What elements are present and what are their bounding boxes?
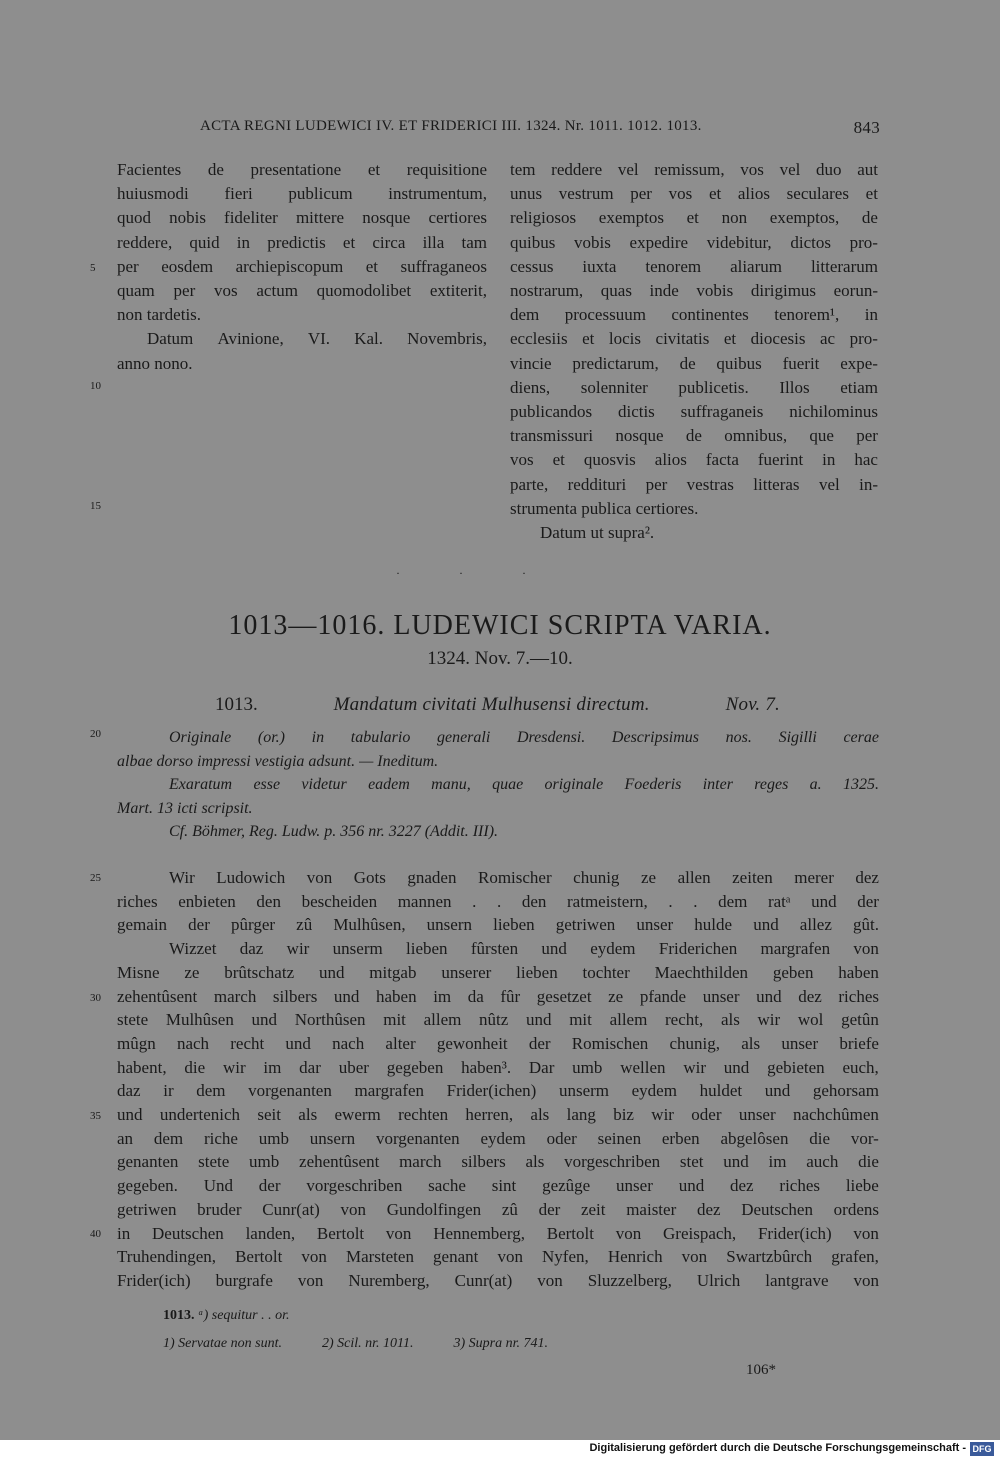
body-line: mûgn nach recht und nach alter gewonheit der Romischen chunig, als unser briefe bbox=[117, 1033, 879, 1053]
text-line: strumenta publica certiores. bbox=[510, 498, 699, 518]
body-line: zehentûsent march silbers und haben im da fûr gesetzet ze pfande unser und dez riches bbox=[117, 986, 879, 1006]
body-line: und undertenich seit als ewerm rechten herren, als lang biz wir oder unser nachchûmen bbox=[117, 1105, 879, 1125]
text-line: quam per vos actum quomodolibet extiterit, bbox=[117, 281, 487, 301]
body-line: Wir Ludowich von Gots gnaden Romischer chunig ze allen zeiten merer dez bbox=[169, 868, 879, 887]
text-line: anno nono. bbox=[117, 353, 193, 373]
note-line: Exaratum esse videtur eadem manu, quae originale Foederis inter reges a. 1325. bbox=[169, 776, 879, 793]
line-number: 30 bbox=[90, 992, 101, 1004]
text-line: quibus vobis expedire videbitur, dictos pro- bbox=[510, 232, 878, 252]
footnote: 2) Scil. nr. 1011. bbox=[321, 1336, 414, 1351]
line-number: 40 bbox=[90, 1228, 101, 1240]
document-title: Mandatum civitati Mulhusensi directum. bbox=[333, 694, 650, 715]
note-line: albae dorso impressi vestigia adsunt. — Ineditum. bbox=[117, 752, 439, 770]
note-line: Mart. 13 icti scripsit. bbox=[117, 799, 253, 817]
body-line: genanten stete umb zehentûsent march silbers als vorgeschriben stet und im auch die bbox=[117, 1152, 879, 1172]
footnotes bbox=[163, 1336, 548, 1352]
body-line: daz ir dem vorgenanten margrafen Frider(ichen) unserm eydem huldet und gehorsam bbox=[117, 1081, 879, 1101]
signature-mark: 106* bbox=[746, 1362, 776, 1378]
text-line: cessus iuxta tenorem aliarum litterarum bbox=[510, 256, 878, 276]
note-line: Originale (or.) in tabulario generali Dresdensi. Descripsimus nos. Sigilli cerae bbox=[169, 729, 879, 746]
body-line: habent, die wir im dar uber gegeben haben³. Dar umb wellen wir und gebieten euch, bbox=[117, 1057, 879, 1077]
text-line: publicandos dictis suffraganeis nichilominus bbox=[510, 402, 878, 422]
text-line: huiusmodi fieri publicum instrumentum, bbox=[117, 184, 487, 204]
running-title: ACTA REGNI LUDEWICI IV. ET FRIDERICI III. 1324. Nr. 1011. 1012. 1013. bbox=[200, 118, 702, 134]
document-number: 1013. bbox=[215, 694, 258, 715]
critical-apparatus bbox=[163, 1308, 290, 1324]
document-date: Nov. 7. bbox=[725, 694, 780, 715]
body-line: Misne ze brûtschatz und mitgab unserer lieben tochter Maechthilden geben haben bbox=[117, 962, 879, 982]
text-line: reddere, quid in predictis et circa illa tam bbox=[117, 232, 487, 252]
text-line: non tardetis. bbox=[117, 305, 202, 325]
apparatus-label: 1013. bbox=[163, 1308, 195, 1323]
line-number: 10 bbox=[90, 380, 101, 392]
line-number: 5 bbox=[90, 262, 96, 274]
text-line: quod nobis fideliter mittere nosque certiores bbox=[117, 208, 487, 228]
right-column bbox=[510, 158, 878, 545]
line-number: 25 bbox=[90, 872, 101, 884]
document-body bbox=[117, 866, 879, 1293]
text-line: per eosdem archiepiscopum et suffraganeos bbox=[117, 256, 487, 276]
body-line: gegeben. Und der vorgeschriben sache sint gezûge unser und dez riches liebe bbox=[117, 1176, 879, 1196]
text-line: Facientes de presentatione et requisitione bbox=[117, 160, 487, 179]
text-line: vos et quosvis alios facta fuerint in hac bbox=[510, 450, 878, 470]
text-line: Datum Avinione, VI. Kal. Novembris, bbox=[147, 329, 487, 349]
text-line: transmissuri nosque de omnibus, que per bbox=[510, 426, 878, 446]
text-line: tem reddere vel remissum, vos vel duo aut bbox=[510, 160, 878, 179]
note-line: Cf. Böhmer, Reg. Ludw. p. 356 nr. 3227 (Addit. III). bbox=[169, 823, 499, 840]
page-number: 843 bbox=[853, 118, 880, 137]
footnote: 1) Servatae non sunt. bbox=[163, 1336, 282, 1351]
editorial-notes bbox=[117, 726, 879, 844]
text-line: nostrarum, quas inde vobis dirigimus eorun- bbox=[510, 281, 878, 301]
text-line: religiosos exemptos et non exemptos, de bbox=[510, 208, 878, 228]
text-line: vincie predictarum, de quibus fuerit expe- bbox=[510, 353, 878, 373]
text-line: ecclesiis et locis civitatis et diocesis ac pro- bbox=[510, 329, 878, 349]
text-line: Datum ut supra². bbox=[540, 523, 655, 543]
body-line: stete Mulhûsen und Northûsen mit allem nûtz und mit allem recht, als wir wol getûn bbox=[117, 1010, 879, 1030]
line-number: 35 bbox=[90, 1110, 101, 1122]
dfg-logo: DFG bbox=[970, 1442, 994, 1456]
body-line: Truhendingen, Bertolt von Marsteten genant von Nyfen, Henrich von Swartzbûrch grafen, bbox=[117, 1247, 879, 1267]
section-title: 1013—1016. LUDEWICI SCRIPTA VARIA. bbox=[228, 610, 772, 641]
footer-bar bbox=[0, 1440, 1000, 1459]
line-number: 20 bbox=[90, 728, 101, 740]
text-line: diens, solenniter publicetis. Illos etiam bbox=[510, 377, 878, 397]
section-divider: · · · bbox=[396, 566, 554, 580]
body-line: gemain der pûrger zû Mulhûsen, unsern lieben getriwen unser hulde und allez gût. bbox=[117, 915, 879, 935]
body-line: getriwen bruder Cunr(at) von Gundolfingen zû der zeit maister dez Deutschen ordens bbox=[117, 1199, 879, 1219]
body-line: riches enbieten den bescheiden mannen . . den ratmeistern, . . dem ratᵃ und der bbox=[117, 891, 879, 911]
text-line: unus vestrum per vos et alios seculares et bbox=[510, 184, 878, 204]
apparatus-text: ᵃ) sequitur . . or. bbox=[198, 1308, 290, 1323]
footer-credit: Digitalisierung gefördert durch die Deutsche Forschungsgemeinschaft - bbox=[589, 1442, 966, 1454]
text-line: parte, reddituri per vestras litteras vel in- bbox=[510, 474, 878, 494]
line-number: 15 bbox=[90, 500, 101, 512]
body-line: in Deutschen landen, Bertolt von Hennemberg, Bertolt von Greispach, Frider(ich) von bbox=[117, 1223, 879, 1243]
footnote: 3) Supra nr. 741. bbox=[453, 1336, 549, 1351]
text-line: dem processuum continentes tenorem¹, in bbox=[510, 305, 878, 325]
body-line: an dem riche umb unsern vorgenanten eydem oder seinen erben abgelôsen die vor- bbox=[117, 1128, 879, 1148]
document-heading bbox=[215, 694, 780, 716]
body-line: Frider(ich) burgrafe von Nuremberg, Cunr(at) von Sluzzelberg, Ulrich lantgrave von bbox=[117, 1270, 879, 1290]
body-line: Wizzet daz wir unserm lieben fûrsten und eydem Friderichen margrafen von bbox=[169, 939, 879, 959]
section-date: 1324. Nov. 7.—10. bbox=[427, 648, 573, 669]
left-column bbox=[117, 158, 487, 376]
